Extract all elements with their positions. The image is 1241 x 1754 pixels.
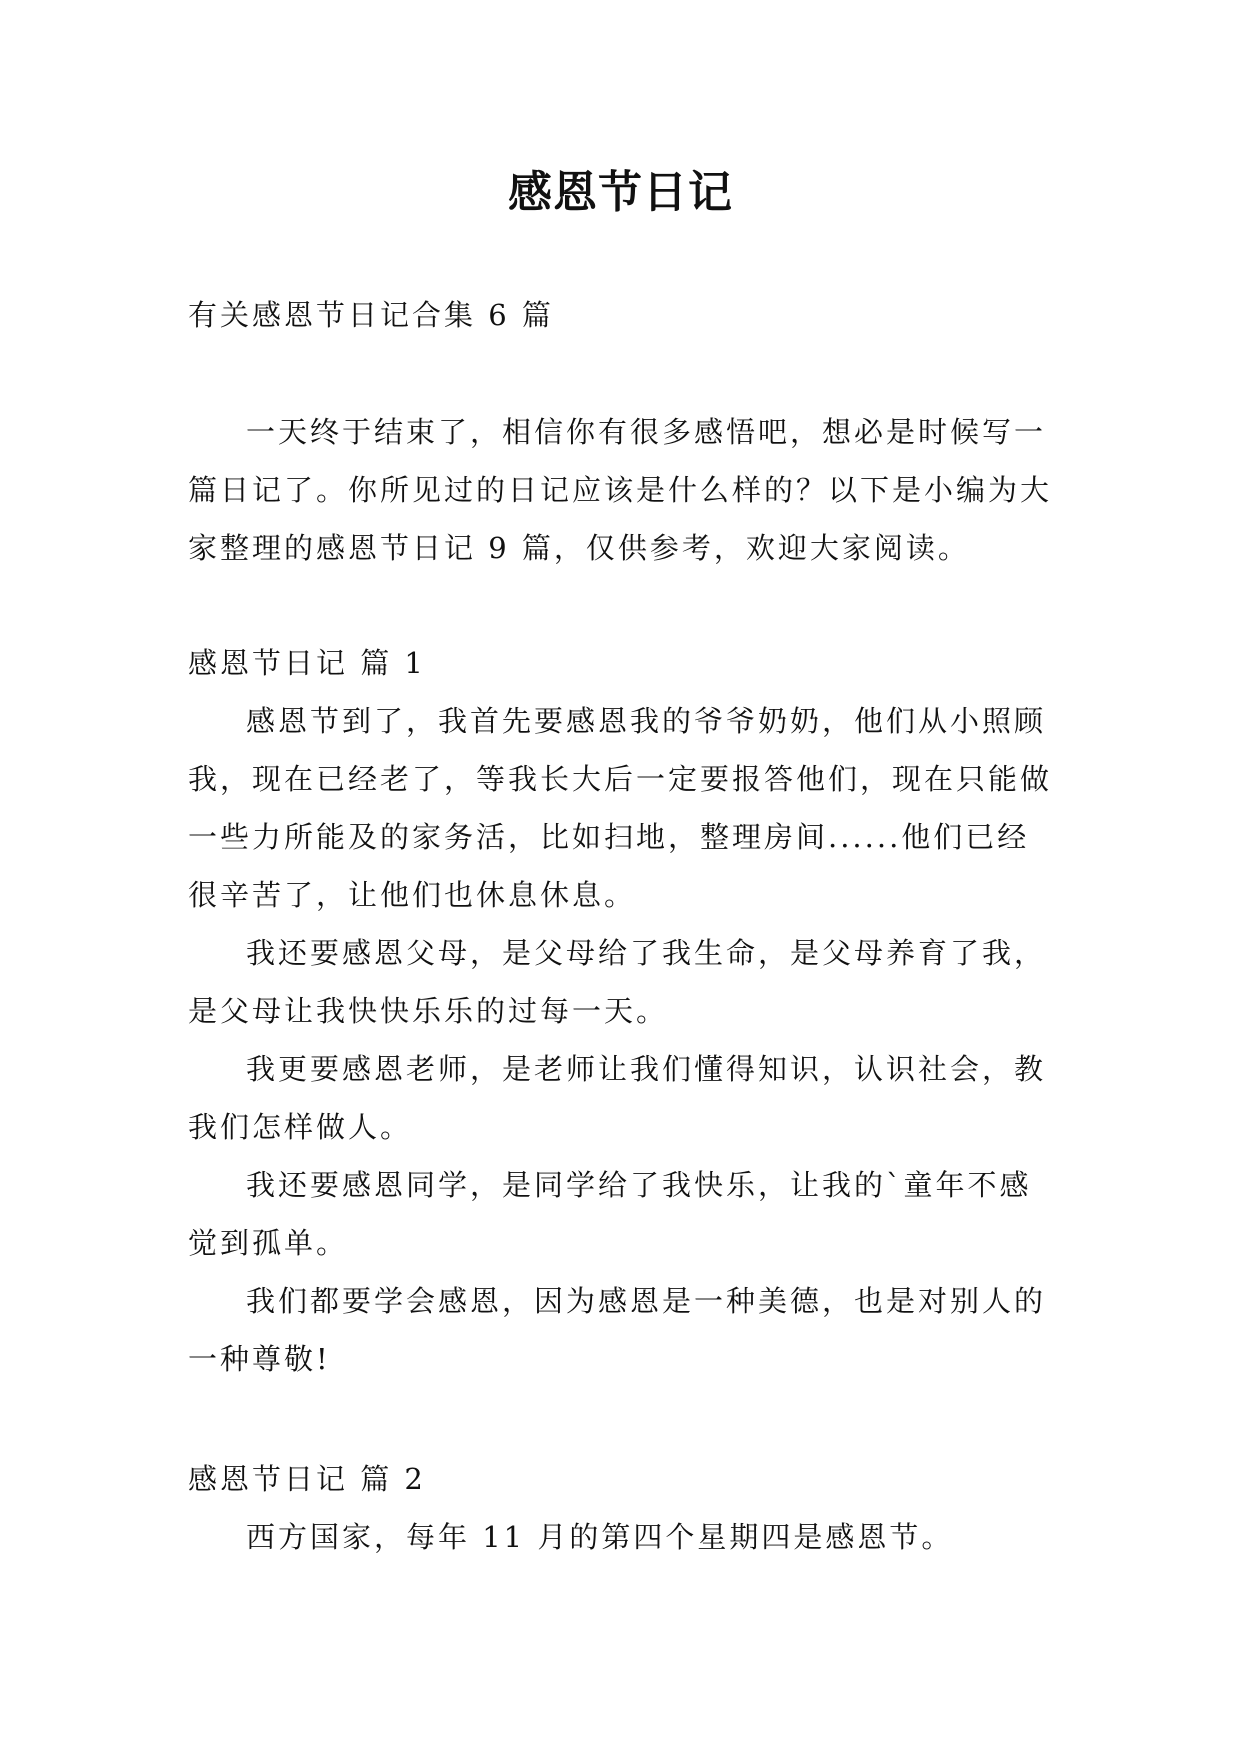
- section-heading-1: 感恩节日记 篇 1: [188, 646, 426, 680]
- section-body-2: [188, 1508, 1058, 1566]
- section-body-1: [188, 692, 1058, 1388]
- section-1-paragraph: 我还要感恩父母，是父母给了我生命，是父母养育了我，是父母让我快快乐乐的过每一天。: [188, 936, 1047, 1028]
- document-subtitle: 有关感恩节日记合集 6 篇: [188, 298, 554, 332]
- section-1-paragraph: 我们都要学会感恩，因为感恩是一种美德，也是对别人的一种尊敬!: [188, 1284, 1047, 1376]
- intro-paragraph: 一天终于结束了，相信你有很多感悟吧，想必是时候写一篇日记了。你所见过的日记应该是什么样的？以下是小编为大家整理的感恩节日记 9 篇，仅供参考，欢迎大家阅读。: [188, 415, 1053, 565]
- intro-block: [188, 403, 1058, 577]
- section-1-paragraph: 我还要感恩同学，是同学给了我快乐，让我的`童年不感觉到孤单。: [188, 1168, 1032, 1260]
- section-1-paragraph: 我更要感恩老师，是老师让我们懂得知识，认识社会，教我们怎样做人。: [188, 1052, 1047, 1144]
- section-heading-2: 感恩节日记 篇 2: [188, 1462, 426, 1496]
- document-title: 感恩节日记: [508, 167, 733, 218]
- section-1-paragraph: 感恩节到了，我首先要感恩我的爷爷奶奶，他们从小照顾我，现在已经老了，等我长大后一定要报答他们，现在只能做一些力所能及的家务活，比如扫地，整理房间......他们已经很辛苦了，让他们也休息休息。: [188, 704, 1053, 912]
- section-2-paragraph: 西方国家，每年 11 月的第四个星期四是感恩节。: [246, 1520, 954, 1554]
